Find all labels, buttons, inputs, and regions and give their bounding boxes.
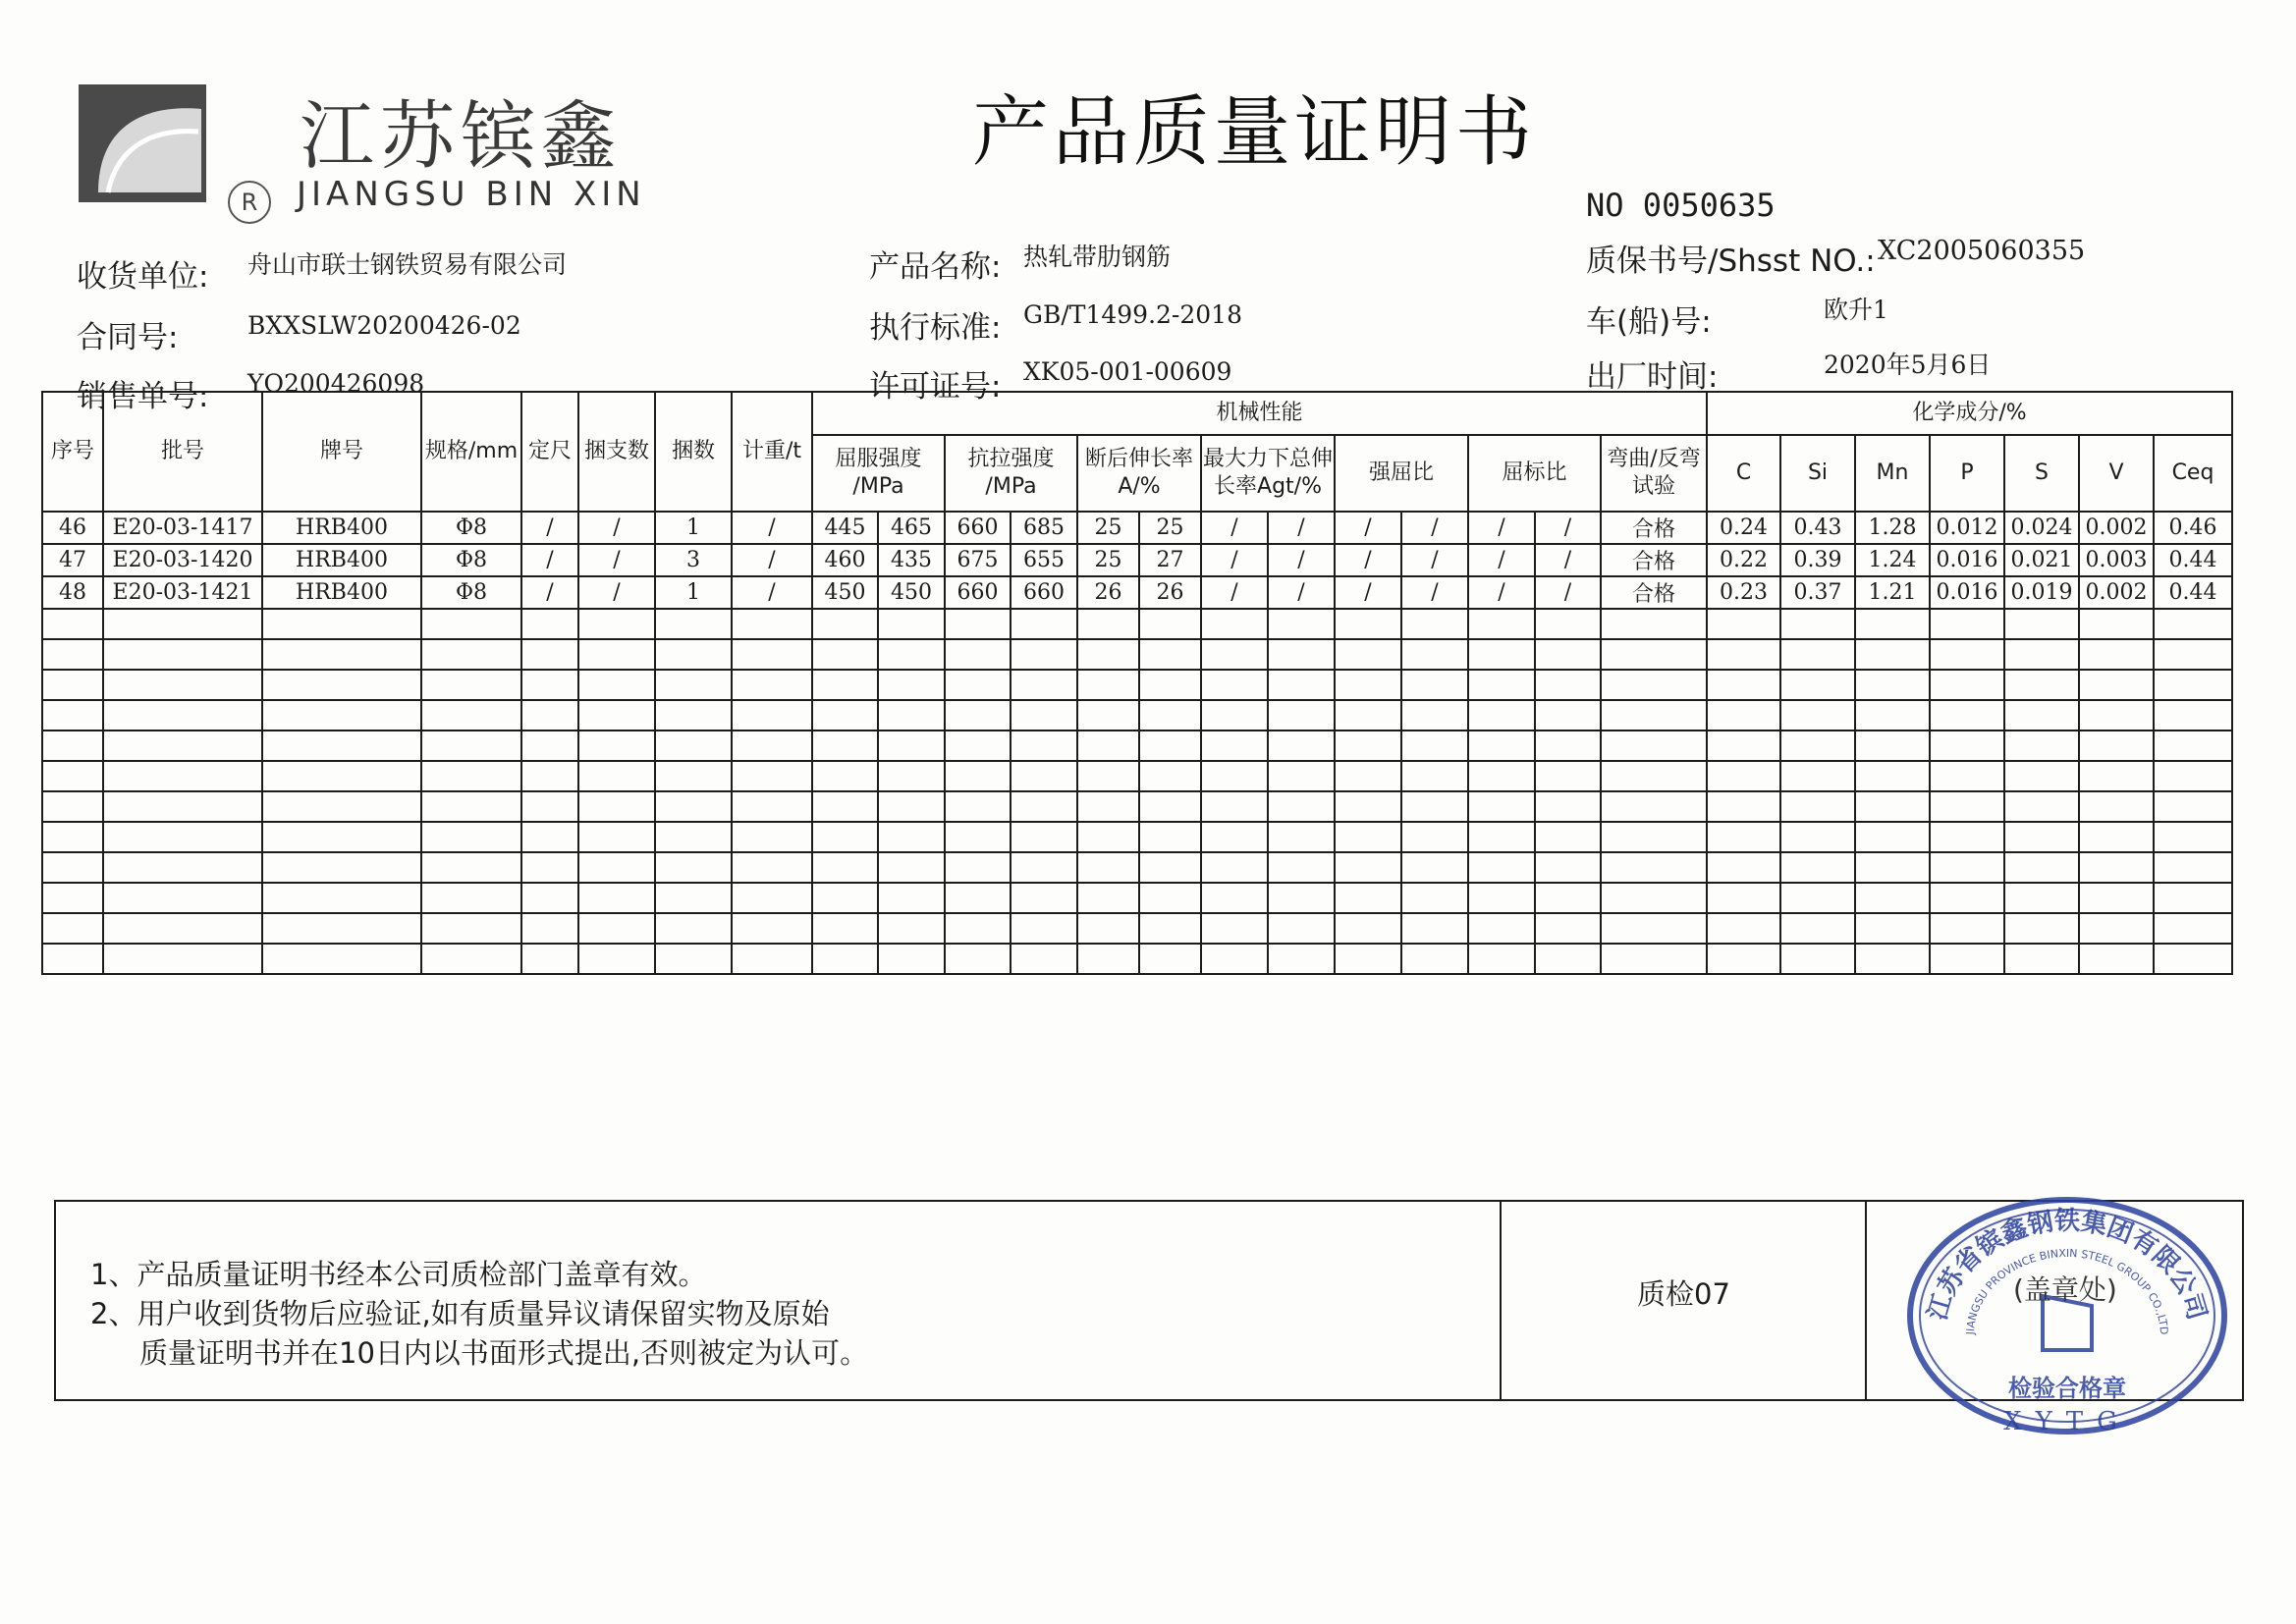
cell-s: 0.024 [2004, 512, 2079, 544]
inspector-id: 质检07 [1637, 1277, 1730, 1311]
cell-batch: E20-03-1421 [103, 576, 262, 609]
cell-e1: 26 [1077, 576, 1139, 609]
cell-v: 0.003 [2079, 544, 2154, 576]
cell-s1: / [1468, 544, 1535, 576]
cell-bundles: 1 [655, 576, 732, 609]
cell-si: 0.37 [1780, 576, 1855, 609]
cell-mn: 1.21 [1855, 576, 1930, 609]
cell-grade: HRB400 [262, 544, 421, 576]
cell-t2: 655 [1011, 544, 1077, 576]
cell-t2: 660 [1011, 576, 1077, 609]
contract-value: BXXSLW20200426-02 [247, 311, 521, 340]
empty-row [42, 913, 2232, 944]
cell-a2: / [1268, 576, 1335, 609]
empty-row [42, 883, 2232, 913]
note-3: 质量证明书并在10日内以书面形式提出,否则被定为认可。 [139, 1336, 869, 1370]
cell-ceq: 0.44 [2154, 544, 2232, 576]
cell-r1: / [1335, 512, 1401, 544]
cert-label: 质保书号/Shsst NO.: [1586, 244, 1876, 279]
empty-row [42, 639, 2232, 670]
empty-row [42, 822, 2232, 852]
note-1: 1、产品质量证明书经本公司质检部门盖章有效。 [90, 1258, 707, 1291]
license-value: XK05-001-00609 [1023, 357, 1232, 386]
cell-v: 0.002 [2079, 576, 2154, 609]
consignee-value: 舟山市联士钢铁贸易有限公司 [247, 250, 568, 279]
header-grade: 牌号 [262, 392, 421, 512]
quality-table [41, 391, 2233, 975]
product-value: 热轧带肋钢筋 [1023, 243, 1172, 271]
cell-r2: / [1401, 512, 1468, 544]
cell-c: 0.24 [1707, 512, 1780, 544]
cell-length: / [521, 576, 578, 609]
cell-v: 0.002 [2079, 512, 2154, 544]
cell-y1: 445 [812, 512, 878, 544]
cert-value: XC2005060355 [1878, 236, 2086, 266]
header-v: V [2079, 435, 2154, 512]
cell-t1: 675 [945, 544, 1011, 576]
registered-mark: R [228, 181, 271, 224]
cell-p: 0.012 [1930, 512, 2004, 544]
empty-row [42, 852, 2232, 883]
header-s: S [2004, 435, 2079, 512]
cell-s2: / [1535, 512, 1601, 544]
cell-spec: Φ8 [421, 576, 521, 609]
header-mechanical: 机械性能 [812, 392, 1707, 435]
product-label: 产品名称: [869, 249, 1002, 285]
cell-r1: / [1335, 544, 1401, 576]
cell-r2: / [1401, 544, 1468, 576]
cell-y1: 460 [812, 544, 878, 576]
cell-c: 0.23 [1707, 576, 1780, 609]
header-mn: Mn [1855, 435, 1930, 512]
cell-y2: 465 [878, 512, 945, 544]
contract-label: 合同号: [77, 320, 179, 355]
header-batch: 批号 [103, 392, 262, 512]
brand-name-cn: 江苏镔鑫 [300, 92, 622, 180]
date-value: 2020年5月6日 [1824, 351, 1992, 379]
cell-bend: 合格 [1601, 512, 1707, 544]
cell-a2: / [1268, 544, 1335, 576]
document-title: 产品质量证明书 [972, 88, 1537, 177]
cell-p: 0.016 [1930, 576, 2004, 609]
cell-e2: 26 [1139, 576, 1201, 609]
cell-ceq: 0.46 [2154, 512, 2232, 544]
standard-value: GB/T1499.2-2018 [1023, 300, 1242, 329]
cell-p: 0.016 [1930, 544, 2004, 576]
header-c: C [1707, 435, 1780, 512]
company-logo [79, 84, 206, 202]
cell-pieces: / [578, 512, 655, 544]
table-row [42, 544, 2232, 576]
header-yield-ratio: 屈标比 [1468, 435, 1601, 512]
cell-t2: 685 [1011, 512, 1077, 544]
header-bend: 弯曲/反弯试验 [1601, 435, 1707, 512]
cell-ceq: 0.44 [2154, 576, 2232, 609]
document-number: NO 0050635 [1586, 187, 1776, 224]
note-2: 2、用户收到货物后应验证,如有质量异议请保留实物及原始 [90, 1297, 830, 1330]
empty-row [42, 700, 2232, 731]
cell-s1: / [1468, 576, 1535, 609]
consignee-label: 收货单位: [77, 259, 209, 295]
vehicle-label: 车(船)号: [1586, 304, 1712, 340]
sales-value: YO200426098 [247, 369, 425, 398]
header-weight: 计重/t [732, 392, 812, 512]
seal-code: XYTG [2003, 1407, 2131, 1436]
cell-a1: / [1201, 544, 1268, 576]
cell-grade: HRB400 [262, 512, 421, 544]
cell-si: 0.39 [1780, 544, 1855, 576]
seal-en-text: JIANGSU PROVINCE BINXIN STEEL GROUP CO.,LTD [1963, 1246, 2171, 1335]
standard-label: 执行标准: [869, 310, 1002, 346]
cell-s: 0.021 [2004, 544, 2079, 576]
header-length: 定尺 [521, 392, 578, 512]
cell-mn: 1.24 [1855, 544, 1930, 576]
sales-label: 销售单号: [77, 379, 209, 414]
cell-r1: / [1335, 576, 1401, 609]
cell-t1: 660 [945, 512, 1011, 544]
header-chemical: 化学成分/% [1707, 392, 2232, 435]
cell-r2: / [1401, 576, 1468, 609]
empty-row [42, 731, 2232, 761]
vehicle-value: 欧升1 [1824, 296, 1888, 324]
cell-s1: / [1468, 512, 1535, 544]
seal-bottom-text: 检验合格章 [2008, 1375, 2126, 1402]
cell-weight: / [732, 512, 812, 544]
cell-pieces: / [578, 576, 655, 609]
cell-seq: 48 [42, 576, 103, 609]
cell-spec: Φ8 [421, 544, 521, 576]
header-p: P [1930, 435, 2004, 512]
empty-row [42, 670, 2232, 700]
seal-top-text: 江苏省镔鑫钢铁集团有限公司 [1923, 1207, 2212, 1324]
cell-bend: 合格 [1601, 544, 1707, 576]
table-row [42, 512, 2232, 544]
header-si: Si [1780, 435, 1855, 512]
cell-e2: 27 [1139, 544, 1201, 576]
header-seq: 序号 [42, 392, 103, 512]
cell-s2: / [1535, 544, 1601, 576]
seal-label: (盖章处) [2013, 1273, 2117, 1306]
empty-row [42, 609, 2232, 639]
cell-batch: E20-03-1420 [103, 544, 262, 576]
cell-a1: / [1201, 512, 1268, 544]
cell-length: / [521, 544, 578, 576]
cell-e1: 25 [1077, 544, 1139, 576]
cell-seq: 46 [42, 512, 103, 544]
inspection-seal [1895, 1188, 2239, 1438]
cell-y1: 450 [812, 576, 878, 609]
cell-bend: 合格 [1601, 576, 1707, 609]
header-bundles: 捆数 [655, 392, 732, 512]
empty-row [42, 761, 2232, 791]
cell-weight: / [732, 544, 812, 576]
empty-row [42, 791, 2232, 822]
brand-name-en: JIANGSU BIN XIN [297, 175, 646, 214]
cell-seq: 47 [42, 544, 103, 576]
cell-batch: E20-03-1417 [103, 512, 262, 544]
cell-length: / [521, 512, 578, 544]
cell-bundles: 3 [655, 544, 732, 576]
header-pieces: 捆支数 [578, 392, 655, 512]
header-strength-ratio: 强屈比 [1335, 435, 1468, 512]
header-tensile: 抗拉强度 /MPa [945, 435, 1077, 512]
cell-pieces: / [578, 544, 655, 576]
cell-bundles: 1 [655, 512, 732, 544]
cell-e1: 25 [1077, 512, 1139, 544]
license-label: 许可证号: [869, 369, 1002, 405]
cell-y2: 450 [878, 576, 945, 609]
cell-y2: 435 [878, 544, 945, 576]
header-ceq: Ceq [2154, 435, 2232, 512]
header-spec: 规格/mm [421, 392, 521, 512]
date-label: 出厂时间: [1586, 359, 1719, 395]
cell-mn: 1.28 [1855, 512, 1930, 544]
cell-si: 0.43 [1780, 512, 1855, 544]
cell-e2: 25 [1139, 512, 1201, 544]
header-agt: 最大力下总伸长率Agt/% [1201, 435, 1335, 512]
header-yield: 屈服强度 /MPa [812, 435, 945, 512]
header-elongation: 断后伸长率 A/% [1077, 435, 1201, 512]
cell-spec: Φ8 [421, 512, 521, 544]
cell-s2: / [1535, 576, 1601, 609]
cell-grade: HRB400 [262, 576, 421, 609]
cell-s: 0.019 [2004, 576, 2079, 609]
empty-row [42, 944, 2232, 974]
cell-a2: / [1268, 512, 1335, 544]
cell-a1: / [1201, 576, 1268, 609]
cell-weight: / [732, 576, 812, 609]
cell-t1: 660 [945, 576, 1011, 609]
table-row [42, 576, 2232, 609]
cell-c: 0.22 [1707, 544, 1780, 576]
